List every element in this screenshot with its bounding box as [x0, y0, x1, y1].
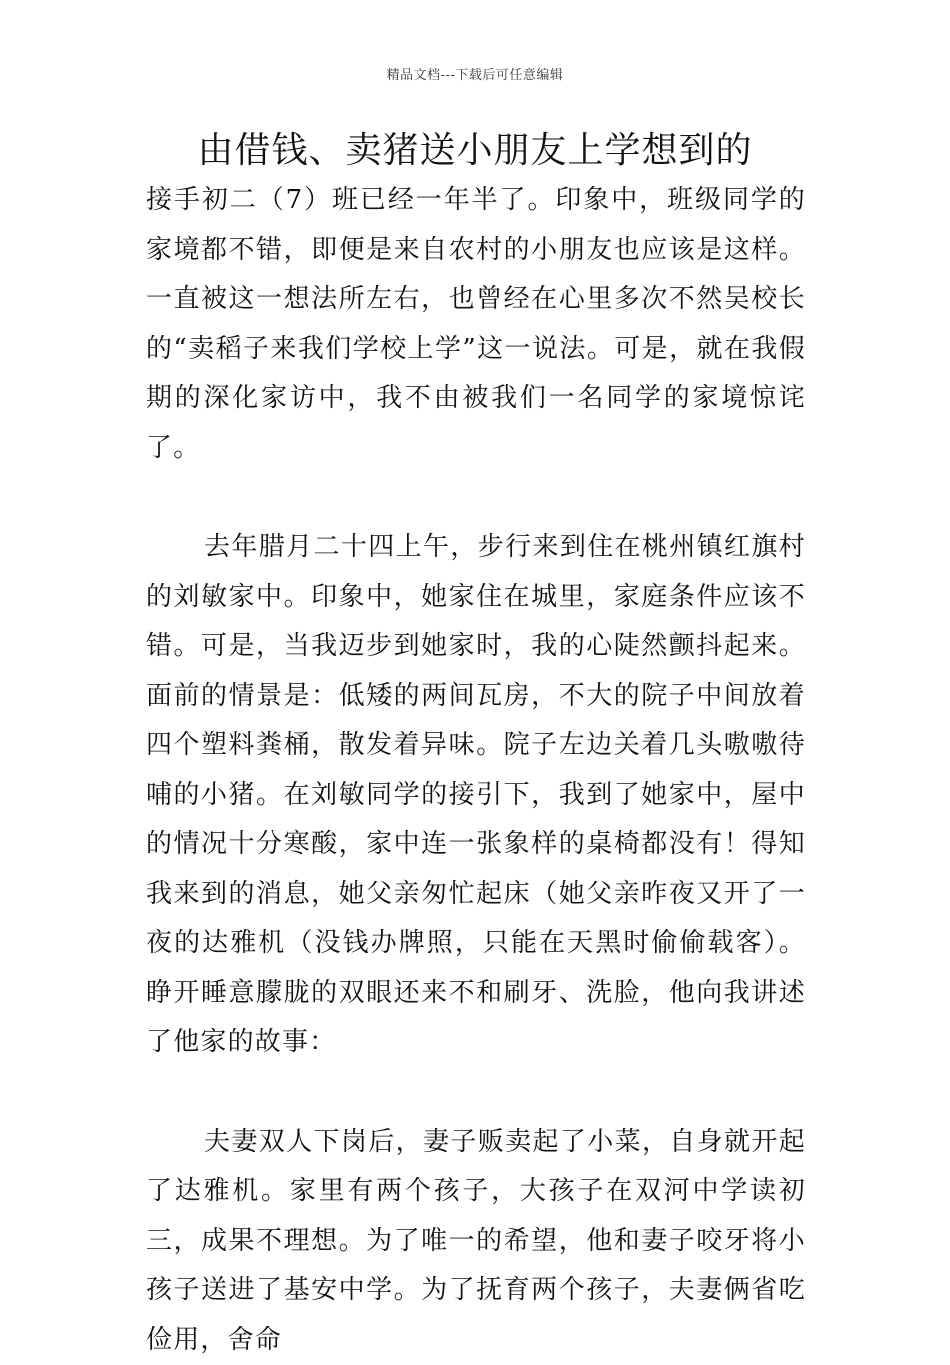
document-body: [146, 176, 806, 1365]
page-header-note: 精品文档---下载后可任意编辑: [0, 64, 950, 83]
paragraph-gap: [146, 473, 806, 523]
paragraph-gap: [146, 1068, 806, 1118]
document-title: 由借钱、卖猪送小朋友上学想到的: [0, 122, 950, 173]
paragraph-1: 接手初二（7）班已经一年半了。印象中，班级同学的家境都不错，即便是来自农村的小朋友也应该是这样。一直被这一想法所左右，也曾经在心里多次不然吴校长的“卖稻子来我们学校上学”这一说法。可是，就在我假期的深化家访中，我不由被我们一名同学的家境惊诧了。: [146, 176, 806, 473]
paragraph-3: 夫妻双人下岗后，妻子贩卖起了小菜，自身就开起了达雅机。家里有两个孩子，大孩子在双河中学读初三，成果不理想。为了唯一的希望，他和妻子咬牙将小孩子送进了基安中学。为了抚育两个孩子，夫妻俩省吃俭用，舍命: [146, 1118, 806, 1365]
paragraph-2: 去年腊月二十四上午，步行来到住在桃州镇红旗村的刘敏家中。印象中，她家住在城里，家庭条件应该不错。可是，当我迈步到她家时，我的心陡然颤抖起来。面前的情景是：低矮的两间瓦房，不大的院子中间放着四个塑料粪桶，散发着异味。院子左边关着几头嗷嗷待哺的小猪。在刘敏同学的接引下，我到了她家中，屋中的情况十分寒酸，家中连一张象样的桌椅都没有！得知我来到的消息，她父亲匆忙起床（她父亲昨夜又开了一夜的达雅机（没钱办牌照，只能在天黑时偷偷载客）。睁开睡意朦胧的双眼还来不和刷牙、洗脸，他向我讲述了他家的故事：: [146, 523, 806, 1068]
